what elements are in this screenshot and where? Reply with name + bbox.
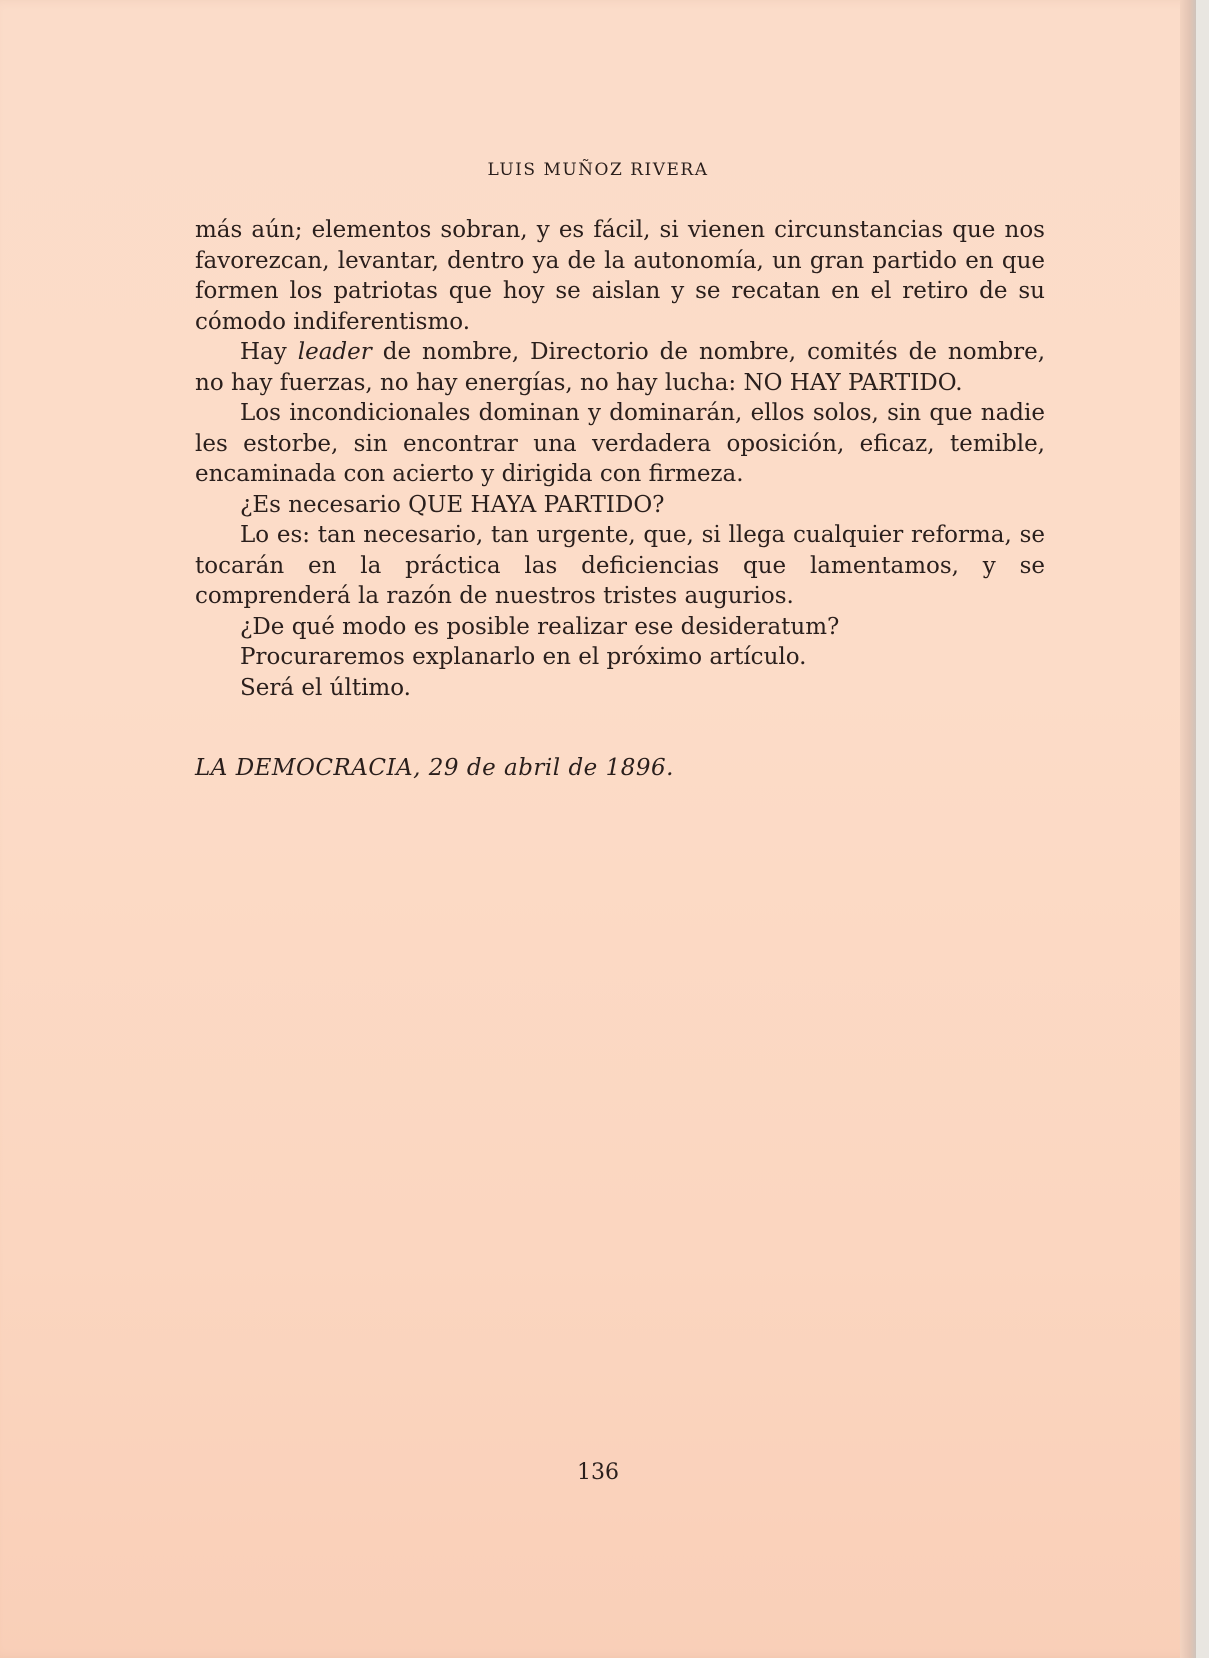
paragraph-2-start: Hay (240, 339, 287, 365)
italic-word-leader: leader (297, 339, 372, 365)
paragraph-6: ¿De qué modo es posible realizar ese desideratum? (240, 613, 840, 640)
page-edge (1180, 0, 1196, 1658)
article-body (195, 215, 1045, 703)
paragraph-5: Lo es: tan necesario, tan urgente, que, si llega cualquier reforma, se tocarán en la práctica las deficiencias que lamentamos, y se comprenderá la razón de nuestros tristes augurios. (195, 522, 1045, 609)
page-number: 136 (577, 1460, 619, 1485)
paragraph-8: Será el último. (240, 674, 411, 701)
paragraph-7: Procuraremos explanarlo en el próximo artículo. (240, 644, 807, 670)
running-head: LUIS MUÑOZ RIVERA (487, 160, 709, 180)
paragraph-2 (195, 337, 1045, 398)
source-citation: LA DEMOCRACIA, 29 de abril de 1896. (195, 755, 674, 781)
paragraph-3: Los incondicionales dominan y dominarán, ellos solos, sin que nadie les estorbe, sin encontrar una verdadera oposición, eficaz, temible, encaminada con acierto y dirigida con firmeza. (195, 400, 1045, 487)
paragraph-2-rest: de nombre, Directorio de nombre, comités de nombre, no hay fuerzas, no hay energías, no hay lucha: NO HAY PARTIDO. (195, 339, 1046, 396)
paragraph-4: ¿Es necesario QUE HAYA PARTIDO? (240, 491, 665, 518)
paragraph-1: más aún; elementos sobran, y es fácil, si vienen circunstancias que nos favorezcan, levantar, dentro ya de la autonomía, un gran partido en que formen los patriotas que hoy se aislan y se recatan en el retiro de su cómodo indiferentismo. (195, 217, 1045, 335)
